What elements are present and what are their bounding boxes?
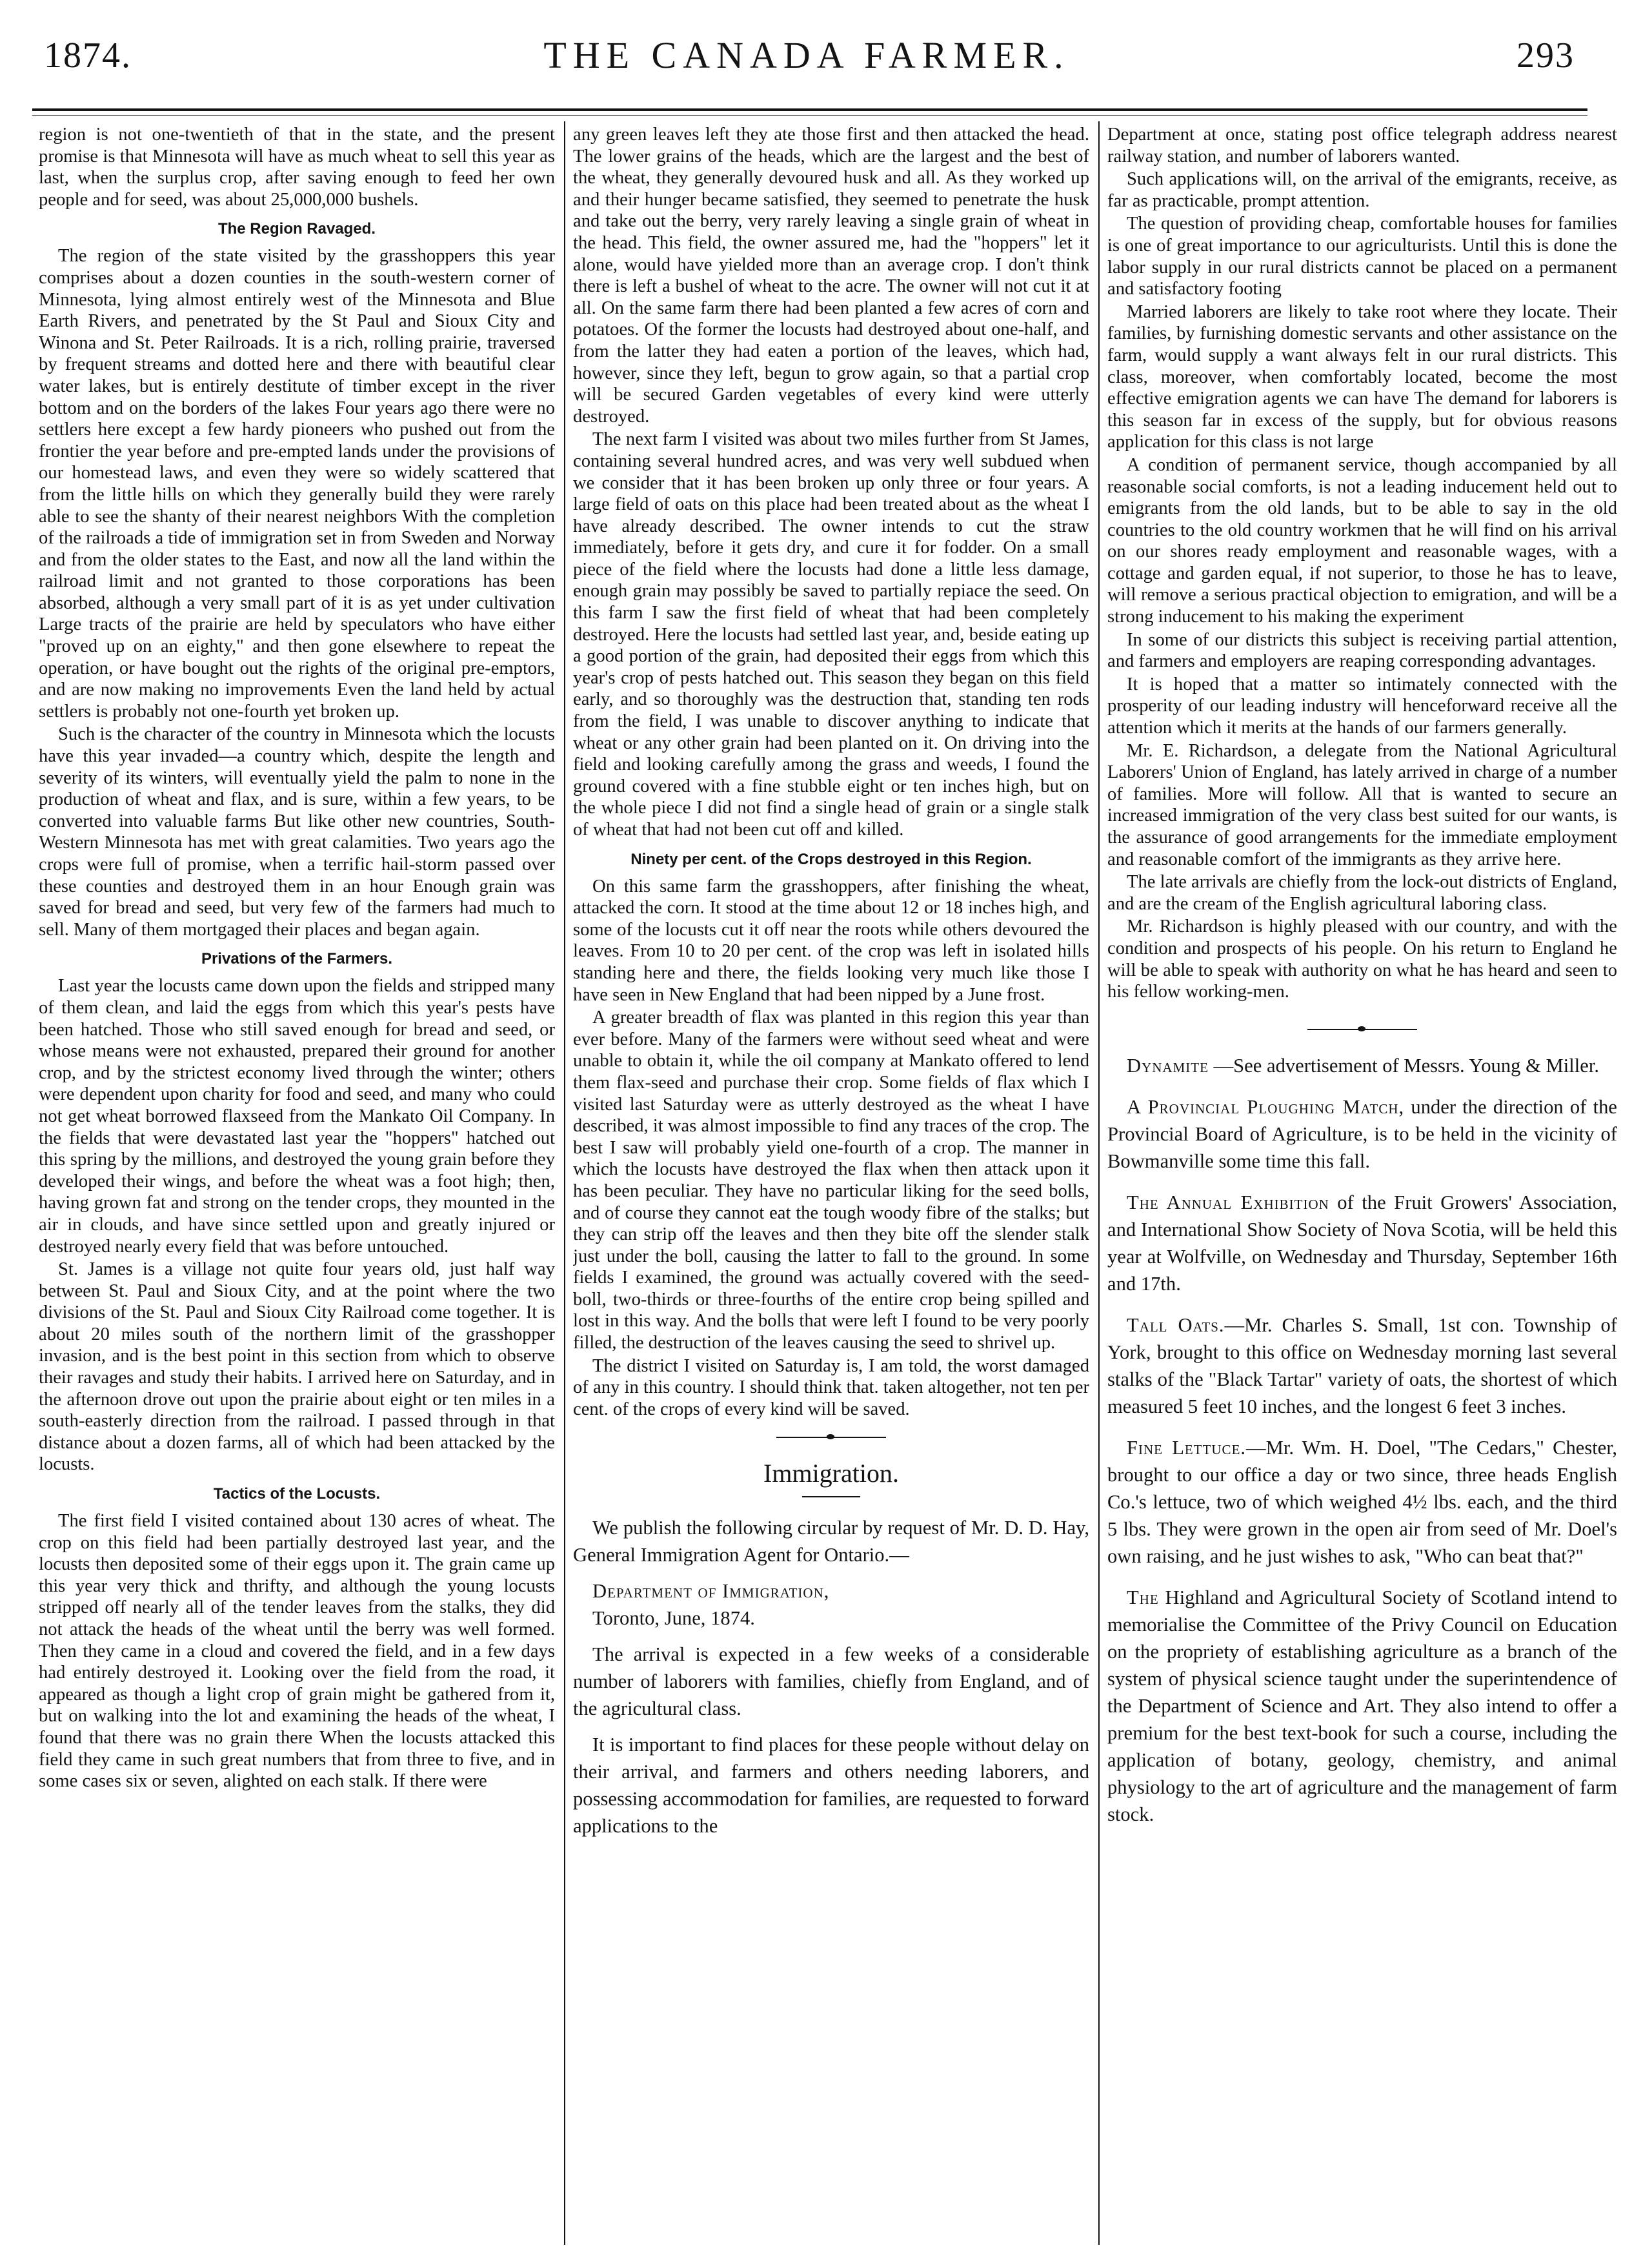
note-lead: A Provincial Ploughing Match, (1127, 1095, 1405, 1118)
note-text: under the direction of the Provincial Board of Agriculture, is to be held in the vicinity of Bowmanville some time this fall. (1107, 1095, 1617, 1172)
section-ornament (776, 1434, 886, 1441)
newspaper-title: THE CANADA FARMER. (543, 34, 1070, 76)
news-note (1107, 1093, 1617, 1175)
news-note (1107, 1434, 1617, 1570)
paragraph: The late arrivals are chiefly from the lock-out districts of England, and are the cream of the English agricultural laboring class. (1107, 872, 1617, 914)
news-note (1107, 1052, 1617, 1079)
paragraph: A condition of permanent service, though accompanied by all reasonable social comforts, is not a leading inducement held out to emigrants from the old lands, but to be able to say in the old countries to the old country workmen that he will find on his arrival on our shores ready employment and reasonable wages, with a cottage and garden equal, if not superior, to those he has to leave, will remove a serious practical objection to emigration, and will be a strong inducement to his making the experiment (1107, 454, 1617, 627)
subheading: Ninety per cent. of the Crops destroyed in this Region. (630, 850, 1032, 868)
note-text: of the Fruit Growers' Association, and International Show Society of Nova Scotia, will be held this year at Wolfville, on Wednesday and Thursday, September 16th and 17th. (1107, 1191, 1617, 1295)
subheading: The Region Ravaged. (217, 220, 376, 238)
news-note (1107, 1189, 1617, 1297)
note-text: Highland and Agricultural Society of Scotland intend to memorialise the Committee of the Privy Council on Education on the propriety of establishing agriculture as a branch of the system of physical science taught under the superintendence of the Department of Science and Art. They also intend to offer a premium for the best text-book for such a course, including the application of botany, geology, chemistry, and animal physiology to the art of agriculture and the management of farm stock. (1107, 1586, 1617, 1825)
header-rule-thin (32, 115, 1587, 116)
paragraph: The next farm I visited was about two miles further from St James, containing several hundred acres, and was very well subdued when we consider that it has been broken up only three or four years. A large field of oats on this place had been treated about as the wheat I have already described. The owner intends to cut the straw immediately, before it gets dry, and cure it for fodder. On a small piece of the field where the locusts had done a little less damage, enough grain may possibly be saved to partially repiace the seed. On this farm I saw the first field of wheat that had been completely destroyed. Here the locusts had settled last year, and, beside eating up a good portion of the grain, had deposited their eggs from which this year's crop of pests hatched out. This season they began on this field early, and so thoroughly was the destruction that, standing ten rods from the field, I was unable to discover anything to indicate that wheat or any other grain had been planted on it. On driving into the field and looking carefully among the grass and weeds, I found the ground covered with a fine stubble eight or ten inches high, but on the whole piece I did not find a single head of grain or a single stalk of wheat that had not been cut off and killed. (573, 429, 1089, 840)
paragraph: Department at once, stating post office telegraph address nearest railway station, and number of laborers wanted. (1107, 125, 1617, 167)
paragraph: We publish the following circular by request of Mr. D. D. Hay, General Immigration Agent for Ontario.— (573, 1517, 1089, 1566)
column-2 (573, 124, 1089, 2241)
note-lead: Dynamite (1127, 1054, 1209, 1077)
paragraph: Last year the locusts came down upon the fields and stripped many of them clean, and laid the eggs from which this year's pests have been hatched. Those who still saved enough for bread and seed, or whose means were not exhausted, prepared their ground for another crop, and by the strictest economy lived through the winter; others were dependent upon charity for food and seed, and many who could not get wheat borrowed flaxseed from the Mankato Oil Company. In the fields that were devastated last year the "hoppers" hatched out this spring by the millions, and destroyed the young grain before they developed their wings, and before the wheat was a foot high; then, having grown fat and strong on the tender crops, they mounted in the air in clouds, and have since settled upon and greatly injured or destroyed nearly every field that was before untouched. (39, 976, 555, 1257)
note-text: —See advertisement of Messrs. Young & Miller. (1213, 1054, 1599, 1077)
column-divider (564, 121, 565, 2245)
paragraph: St. James is a village not quite four years old, just half way between St. Paul and Sioux City, and at the point where the two divisions of the St. Paul and Sioux City Railroad come together. It is about 20 miles south of the northern limit of the grasshopper invasion, and is the best point in this section from which to observe their ravages and study their habits. I arrived here on Saturday, and in the afternoon drove out upon the prairie about eight or ten miles in a south-easterly direction from the railroad. I passed through in that distance about a dozen farms, all of which had been attacked by the locusts. (39, 1259, 555, 1475)
paragraph: A greater breadth of flax was planted in this region this year than ever before. Many of the farmers were without seed wheat and were unable to obtain it, while the oil company at Mankato offered to lend them flax-seed and purchase their crop. Some fields of flax which I visited last Saturday were as utterly destroyed as the wheat I have described, it was almost impossible to find any traces of the crop. The best I saw will probably yield one-fourth of a crop. The manner in which the locusts have destroyed the flax when then attack upon it has been peculiar. They have no particular liking for the seed bolls, and of course they cannot eat the tough woody fibre of the stalks; but they can strip off the leaves and then they bite off the slender stalk just under the boll, causing the latter to fall to the ground. In some fields I examined, the ground was actually covered with the seed-boll, two-thirds or three-fourths of the entire crop being spilled and lost in this way. And the bolls that were left I found to be very poorly filled, the destruction of the leaves causing the seed to shrivel up. (573, 1008, 1089, 1353)
section-ornament (1307, 1026, 1417, 1033)
note-lead: Tall Oats. (1127, 1313, 1225, 1336)
heading-rule (802, 1496, 860, 1497)
note-text: —Mr. Charles S. Small, 1st con. Township of York, brought to this office on Wednesday morning last several stalks of the "Black Tartar" variety of oats, the shortest of which measured 5 feet 10 inches, and the longest 6 feet 3 inches. (1107, 1313, 1617, 1417)
header-rule (32, 108, 1587, 111)
paragraph: Mr. Richardson is highly pleased with our country, and with the condition and prospects of his people. On his return to England he will be able to speak with authority on what he has heard and seen to his fellow working-men. (1107, 917, 1617, 1002)
paragraph: any green leaves left they ate those first and then attacked the head. The lower grains of the heads, which are the largest and the best of the wheat, they generally devoured husk and all. As they worked up and their hunger became satisfied, they seemed to penetrate the husk and take out the berry, very rarely leaving a single grain of wheat in the head. This field, the owner assured me, had the "hoppers" let it alone, would have yielded more than an average crop. I don't think there is left a bushel of wheat to the acre. The owner will not cut it at all. On the same farm there had been planted a few acres of corn and potatoes. Of the former the locusts had destroyed about one-half, and from the latter they had eaten a portion of the leaves, which had, however, since they left, begun to grow again, so that a partial crop will be secured Garden vegetables of every kind were utterly destroyed. (573, 125, 1089, 427)
note-lead: The (1127, 1586, 1159, 1608)
paragraph: region is not one-twentieth of that in the state, and the present promise is that Minnesota will have as much wheat to sell this year as last, when the surplus crop, after saving enough to feed her own people and for seed, was about 25,000,000 bushels. (39, 125, 555, 210)
note-text: —Mr. Wm. H. Doel, "The Cedars," Chester, brought to our office a day or two since, three heads English Co.'s lettuce, two of which weighed 4½ lbs. each, and the third 5 lbs. They were grown in the open air from seed of Mr. Doel's own raising, and he just wishes to ask, "Who can beat that?" (1107, 1436, 1617, 1567)
paragraph: Mr. E. Richardson, a delegate from the National Agricultural Laborers' Union of England, has lately arrived in charge of a number of families. More will follow. All that is wanted to secure an increased immigration of the very class best suited for our wants, is the assurance of good arrangements for the immediate employment and reasonable comfort of the immigrants as they arrive here. (1107, 740, 1617, 869)
paragraph: The region of the state visited by the grasshoppers this year comprises about a dozen counties in the south-western corner of Minnesota, lying almost entirely west of the Minnesota and Blue Earth Rivers, and penetrated by the St Paul and Sioux City and Winona and St. Peter Railroads. It is a rich, rolling prairie, traversed by frequent streams and dotted here and there with beautiful clear water lakes, but is entirely destitute of timber except in the river bottom and on the borders of the lakes Four years ago there were no settlers here except a few hardy pioneers who pushed out from the frontier the year before and pre-empted lands under the provisions of our homestead laws, and even they were so widely scattered that from the little hills on which they generally build they were rarely able to see the shanty of their nearest neighbors With the completion of the railroads a tide of immigration set in from Sweden and Norway and from the older states to the East, and now all the land within the railroad limit and not granted to those corporations has been absorbed, although a very small part of it is as yet under cultivation Large tracts of the prairie are held by speculators who have either "proved up on an eighty," and then gone elsewhere to repeat the operation, or have bought out the rights of the original pre-emptors, and are now making no improvements Even the land held by actual settlers is probably not one-fourth yet broken up. (39, 246, 555, 722)
note-lead: The Annual Exhibition (1127, 1191, 1329, 1213)
note-lead: Fine Lettuce. (1127, 1436, 1247, 1459)
news-note (1107, 1584, 1617, 1828)
page-number: 293 (1516, 35, 1575, 76)
masthead (32, 25, 1581, 83)
paragraph: It is hoped that a matter so intimately connected with the prosperity of our leading industry will henceforward receive all the attention which it merits at the hands of our farmers generally. (1107, 674, 1617, 738)
column-1 (39, 124, 555, 2241)
paragraph: In some of our districts this subject is receiving partial attention, and farmers and employers are reaping corresponding advantages. (1107, 629, 1617, 672)
department-line: Department of Immigration, (592, 1580, 830, 1603)
paragraph: The arrival is expected in a few weeks of a considerable number of laborers with families, chiefly from England, and of the agricultural class. (573, 1643, 1089, 1720)
paragraph: On this same farm the grasshoppers, after finishing the wheat, attacked the corn. It stood at the time about 12 or 18 inches high, and some of the locusts cut it off near the roots while others devoured the leaves. From 10 to 20 per cent. of the crop was left in isolated hills standing here and there, the fields looking very much like those I have seen in New England that had been nipped by a June frost. (573, 876, 1089, 1005)
paragraph: The district I visited on Saturday is, I am told, the worst damaged of any in this country. I should think that. taken altogether, not ten per cent. of the crops of every kind will be saved. (573, 1355, 1089, 1419)
section-heading: Immigration. (763, 1459, 899, 1488)
column-3 (1107, 124, 1617, 2241)
subheading: Privations of the Farmers. (201, 950, 393, 968)
paragraph: Such applications will, on the arrival of the emigrants, receive, as far as practicable, prompt attention. (1107, 169, 1617, 211)
news-note (1107, 1312, 1617, 1420)
dateline: Toronto, June, 1874. (592, 1607, 755, 1630)
issue-year: 1874. (44, 35, 132, 76)
paragraph: The first field I visited contained about 130 acres of wheat. The crop on this field had been partially destroyed last year, and the locusts then deposited some of their eggs upon it. The grain came up this year very thick and thrifty, and although the young locusts stripped off nearly all of the tender leaves from the stalks, they did not attack the heads of the wheat until the berry was well formed. Then they came in a cloud and covered the field, and in a few days had entirely destroyed it. Looking over the field from the road, it appeared as though a light crop of grain might be gathered from it, but on walking into the lot and examining the heads of the wheat, I found that there was no grain there When the locusts attacked this field they came in such great numbers that from three to five, and in some cases six or seven, alighted on each stalk. If there were (39, 1511, 555, 1792)
paragraph: The question of providing cheap, comfortable houses for families is one of great importance to our agriculturists. Until this is done the labor supply in our rural districts cannot be placed on a permanent and satisfactory footing (1107, 214, 1617, 299)
paragraph: Such is the character of the country in Minnesota which the locusts have this year invaded—a country which, despite the length and severity of its winters, will eventually yield the palm to none in the production of wheat and flax, and is sure, within a few years, to be converted into valuable farms But like other new countries, South-Western Minnesota has met with great calamities. Two years ago the crops were full of promise, when a terrific hail-storm passed over these counties and destroyed them in an hour Enough grain was saved for bread and seed, but very few of the farmers had much to sell. Many of them mortgaged their places and began again. (39, 724, 555, 940)
paragraph: Married laborers are likely to take root where they locate. Their families, by furnishing domestic servants and other assistance on the farm, would supply a want always felt in our rural districts. This class, moreover, when comfortably located, become the most effective emigration agents we can have The demand for laborers is this season far in excess of the supply, but for obvious reasons application for this class is not large (1107, 301, 1617, 452)
paragraph: It is important to find places for these people without delay on their arrival, and farmers and others needing laborers, and possessing accommodation for families, are requested to forward applications to the (573, 1734, 1089, 1838)
column-divider (1098, 121, 1100, 2245)
subheading: Tactics of the Locusts. (213, 1485, 381, 1503)
